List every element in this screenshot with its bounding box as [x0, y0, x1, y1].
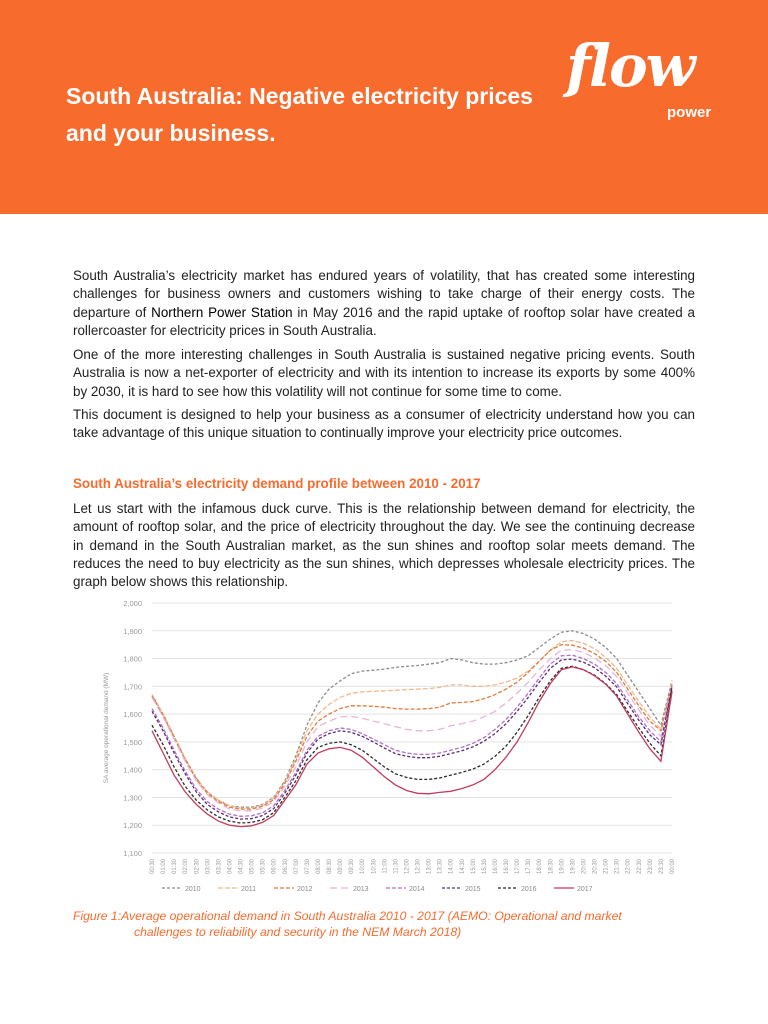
x-tick-label: 11:30 [393, 859, 400, 874]
x-tick-label: 07:00 [293, 859, 300, 875]
figure-caption [73, 908, 695, 940]
intro-paragraph-1 [73, 267, 695, 340]
x-tick-label: 15:30 [481, 859, 488, 875]
x-tick-label: 04:30 [238, 859, 245, 875]
x-tick-label: 03:30 [216, 859, 223, 875]
section-body [73, 500, 695, 591]
y-tick-label: 1,200 [123, 821, 142, 831]
x-tick-label: 17:30 [526, 859, 533, 875]
x-tick-label: 18:30 [548, 859, 555, 875]
x-tick-label: 21:00 [603, 859, 610, 875]
x-tick-label: 00:30 [150, 859, 156, 875]
legend-label-2017: 2017 [577, 886, 593, 893]
logo-word: flow [566, 32, 694, 100]
x-tick-label: 17:00 [515, 859, 522, 875]
series-line-2015 [152, 659, 672, 819]
logo-sub: power [667, 104, 712, 121]
intro-p1-start: South Australia’s electricity market has endured years of volatility, that has created some interesting challenges for business owners and customers wishing to take charge of their energy costs. The departure of [73, 268, 695, 320]
x-tick-label: 22:00 [625, 859, 632, 875]
x-tick-label: 10:30 [371, 859, 378, 875]
x-tick-label: 15:00 [470, 859, 477, 875]
x-tick-label: 09:00 [338, 859, 345, 875]
intro-paragraph-3 [73, 406, 695, 443]
x-tick-label: 20:30 [592, 859, 599, 875]
legend-label-2016: 2016 [521, 886, 537, 893]
x-tick-label: 07:30 [304, 859, 311, 875]
x-tick-label: 00:00 [670, 859, 676, 875]
x-tick-label: 04:00 [227, 859, 234, 875]
x-tick-label: 19:30 [570, 859, 577, 875]
y-tick-label: 1,300 [123, 793, 142, 803]
x-tick-label: 01:30 [172, 859, 179, 875]
caption-line-1: Figure 1:Average operational demand in South Australia 2010 - 2017 (AEMO: Operational and market [73, 909, 622, 923]
intro-p1-end: in May 2016 and the rapid uptake of rooftop solar have created a rollercoaster for electricity prices in South Australia. [73, 304, 695, 338]
x-tick-label: 14:00 [448, 859, 455, 875]
series-line-2012 [152, 645, 672, 809]
series-line-2013 [152, 650, 672, 811]
demand-line-chart [100, 595, 680, 900]
x-tick-label: 18:00 [537, 859, 544, 875]
x-tick-label: 13:00 [426, 859, 433, 875]
series-line-2017 [152, 667, 672, 827]
x-tick-label: 08:00 [315, 859, 322, 875]
northern-power-station-link[interactable]: Northern Power Station [151, 304, 293, 320]
x-tick-label: 16:30 [504, 859, 511, 875]
section-body-text: Let us start with the infamous duck curve. This is the relationship between demand for electricity, the amount of rooftop solar, and the price of electricity throughout the day. We see the continuing decrease in demand in the South Australian market, as the sun shines and rooftop solar meets demand. The reduces the need to buy electricity as the sun shines, which depresses wholesale electricity prices. The graph below shows this relationship. [73, 501, 695, 590]
x-tick-label: 05:00 [249, 859, 256, 875]
y-tick-label: 1,100 [123, 849, 142, 858]
intro-paragraph-2 [73, 346, 695, 401]
x-tick-label: 09:30 [349, 859, 356, 875]
x-tick-label: 11:00 [382, 859, 389, 874]
x-tick-label: 06:00 [271, 859, 278, 875]
x-tick-label: 10:00 [360, 859, 367, 875]
section-heading: South Australia’s electricity demand profile between 2010 - 2017 [73, 476, 481, 491]
y-tick-label: 1,400 [123, 765, 142, 775]
series-line-2010 [152, 631, 672, 807]
x-tick-label: 16:00 [492, 859, 499, 875]
x-tick-label: 02:00 [183, 859, 190, 875]
x-tick-label: 23:00 [647, 859, 654, 875]
legend-label-2014: 2014 [409, 886, 425, 893]
x-tick-label: 03:00 [205, 859, 212, 875]
flow-power-logo [562, 32, 737, 132]
x-tick-label: 12:00 [404, 859, 411, 875]
y-tick-label: 1,500 [123, 737, 142, 747]
legend-label-2011: 2011 [241, 886, 257, 893]
y-tick-label: 2,000 [123, 599, 142, 608]
x-tick-label: 19:00 [559, 859, 566, 875]
section-heading-wrap [73, 476, 695, 491]
x-tick-label: 14:30 [459, 859, 466, 875]
y-axis-label: SA average operational demand (MW) [103, 672, 110, 784]
x-tick-label: 13:30 [437, 859, 444, 875]
page-title: South Australia: Negative electricity prices and your business. [66, 83, 533, 146]
x-tick-label: 20:00 [581, 859, 588, 875]
x-tick-label: 21:30 [614, 859, 621, 875]
x-tick-label: 05:30 [260, 859, 267, 875]
legend-label-2012: 2012 [297, 886, 313, 893]
intro-p2: One of the more interesting challenges in South Australia is sustained negative pricing events. South Australia is now a net-exporter of electricity and with its intention to increase its exports by some 400% by 2030, it is hard to see how this volatility will not continue for some time to come. [73, 347, 695, 399]
x-tick-label: 22:30 [636, 859, 643, 875]
header-banner [0, 0, 768, 214]
legend-label-2013: 2013 [353, 886, 369, 893]
caption-line-2: challenges to reliability and security in the NEM March 2018) [134, 925, 462, 939]
x-tick-label: 12:30 [415, 859, 422, 875]
intro-p3: This document is designed to help your business as a consumer of electricity understand how you can take advantage of this unique situation to continually improve your electricity price outcomes. [73, 407, 695, 441]
y-tick-label: 1,600 [123, 710, 142, 720]
x-tick-label: 02:30 [194, 859, 201, 875]
x-tick-label: 23:30 [658, 859, 665, 875]
legend-label-2015: 2015 [465, 886, 481, 893]
x-tick-label: 08:30 [327, 859, 334, 875]
x-tick-label: 01:00 [161, 859, 168, 875]
y-tick-label: 1,900 [123, 626, 142, 636]
legend-label-2010: 2010 [185, 886, 201, 893]
x-tick-label: 06:30 [282, 859, 289, 875]
y-tick-label: 1,700 [123, 682, 142, 692]
y-tick-label: 1,800 [123, 654, 142, 664]
